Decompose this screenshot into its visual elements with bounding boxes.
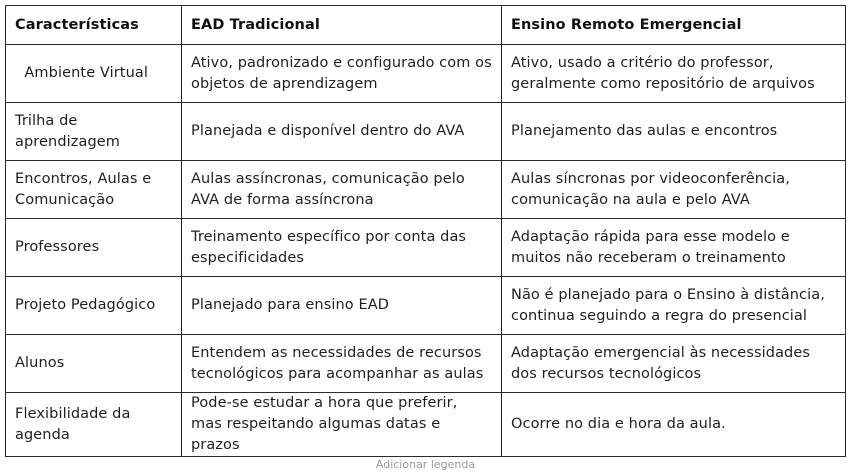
table-body bbox=[6, 45, 846, 457]
row-label-professores: Professores bbox=[6, 219, 182, 277]
cell-ead: Ativo, padronizado e configurado com os objetos de aprendizagem bbox=[182, 45, 502, 103]
cell-ead: Aulas assíncronas, comunicação pelo AVA de forma assíncrona bbox=[182, 161, 502, 219]
row-label-alunos: Alunos bbox=[6, 335, 182, 393]
cell-remoto: Aulas síncronas por videoconferência, comunicação na aula e pelo AVA bbox=[502, 161, 846, 219]
cell-remoto: Ativo, usado a critério do professor, geralmente como repositório de arquivos bbox=[502, 45, 846, 103]
table-row bbox=[6, 161, 846, 219]
header-caracteristicas: Características bbox=[6, 6, 182, 45]
cell-remoto: Adaptação rápida para esse modelo e muitos não receberam o treinamento bbox=[502, 219, 846, 277]
table-row bbox=[6, 393, 846, 457]
row-label-flexibilidade: Flexibilidade da agenda bbox=[6, 393, 182, 457]
table-row bbox=[6, 45, 846, 103]
cell-remoto: Ocorre no dia e hora da aula. bbox=[502, 393, 846, 457]
table-row bbox=[6, 219, 846, 277]
table-row bbox=[6, 277, 846, 335]
cell-ead: Planejada e disponível dentro do AVA bbox=[182, 103, 502, 161]
header-ead-tradicional: EAD Tradicional bbox=[182, 6, 502, 45]
row-label-projeto: Projeto Pedagógico bbox=[6, 277, 182, 335]
row-label-encontros: Encontros, Aulas e Comunicação bbox=[6, 161, 182, 219]
cell-ead: Entendem as necessidades de recursos tecnológicos para acompanhar as aulas bbox=[182, 335, 502, 393]
cell-ead: Pode-se estudar a hora que preferir, mas respeitando algumas datas e prazos bbox=[182, 393, 502, 457]
add-caption-placeholder[interactable]: Adicionar legenda bbox=[375, 458, 476, 471]
table-header bbox=[6, 6, 846, 45]
cell-ead: Treinamento específico por conta das especificidades bbox=[182, 219, 502, 277]
cell-remoto: Adaptação emergencial às necessidades dos recursos tecnológicos bbox=[502, 335, 846, 393]
cell-remoto: Planejamento das aulas e encontros bbox=[502, 103, 846, 161]
cell-ead: Planejado para ensino EAD bbox=[182, 277, 502, 335]
table-row bbox=[6, 103, 846, 161]
row-label-ambiente-virtual: Ambiente Virtual bbox=[6, 45, 182, 103]
header-ensino-remoto: Ensino Remoto Emergencial bbox=[502, 6, 846, 45]
comparison-table bbox=[5, 5, 846, 457]
header-row bbox=[6, 6, 846, 45]
cell-remoto: Não é planejado para o Ensino à distância, continua seguindo a regra do presencial bbox=[502, 277, 846, 335]
row-label-trilha: Trilha de aprendizagem bbox=[6, 103, 182, 161]
table-row bbox=[6, 335, 846, 393]
